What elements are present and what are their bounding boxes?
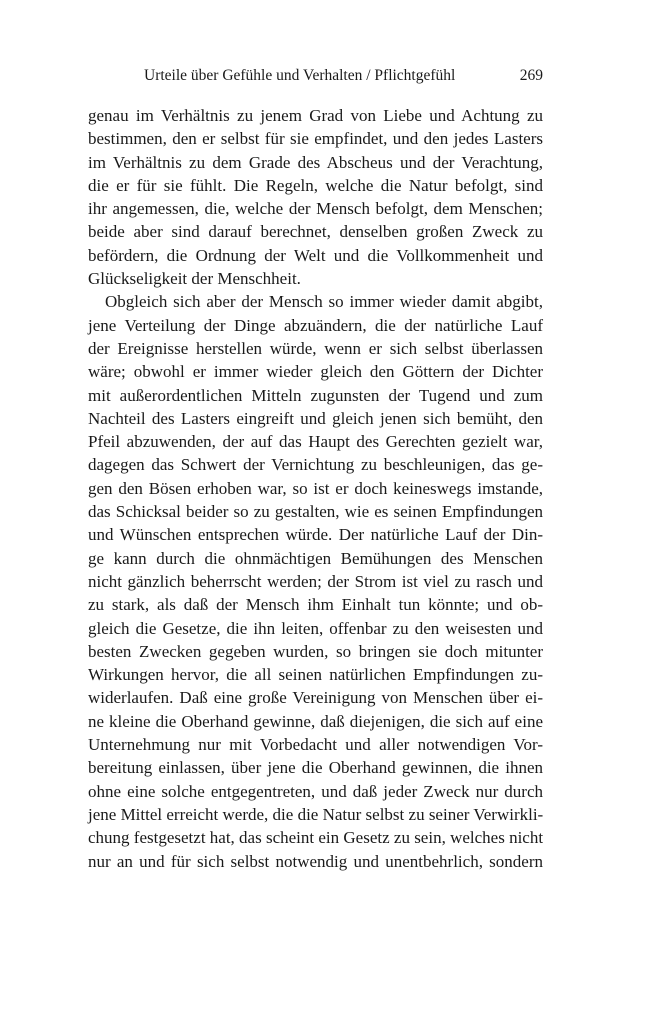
running-head xyxy=(88,64,543,88)
text-line: der Ereignisse herstellen würde, wenn er sich selbst überlassen xyxy=(88,338,543,358)
text-line: wäre; obwohl er immer wieder gleich den Göttern der Dichter xyxy=(88,362,543,382)
text-line: gen den Bösen erhoben war, so ist er doch keineswegs imstande, xyxy=(88,478,543,498)
text-line: mit außerordentlichen Mitteln zugunsten der Tugend und zum xyxy=(88,385,543,405)
text-line: ohne eine solche entgegentreten, und daß jeder Zweck nur durch xyxy=(88,781,543,801)
text-line: jene Verteilung der Dinge abzuändern, die der natürliche Lauf xyxy=(88,315,543,335)
text-line: Pfeil abzuwenden, der auf das Haupt des Gerechten gezielt war, xyxy=(88,432,543,452)
text-line: Unternehmung nur mit Vorbedacht und aller notwendigen Vor- xyxy=(88,735,543,755)
text-line: das Schicksal beider so zu gestalten, wie es seinen Empfindungen xyxy=(88,502,543,522)
text-line: Nachteil des Lasters eingreift und gleich jenen sich bemüht, den xyxy=(88,408,543,428)
text-line: nur an und für sich selbst notwendig und unentbehrlich, sondern xyxy=(88,851,543,871)
text-line: dagegen das Schwert der Vernichtung zu beschleunigen, das ge- xyxy=(88,455,543,475)
text-line: zu stark, als daß der Mensch ihm Einhalt tun könnte; und ob- xyxy=(88,595,543,615)
text-line: im Verhältnis zu dem Grade des Abscheus und der Verachtung, xyxy=(88,152,543,172)
text-line: ne kleine die Oberhand gewinne, daß diejenigen, die sich auf eine xyxy=(88,711,543,731)
text-line: ge kann durch die ohnmächtigen Bemühungen des Menschen xyxy=(88,548,543,568)
text-line: und Wünschen entsprechen würde. Der natürliche Lauf der Din- xyxy=(88,525,543,545)
text-line: die er für sie fühlt. Die Regeln, welche die Natur befolgt, sind xyxy=(88,175,543,195)
running-head-title: Urteile über Gefühle und Verhalten / Pflichtgefühl xyxy=(144,67,456,84)
text-line: Wirkungen hervor, die all seinen natürlichen Empfindungen zu- xyxy=(88,665,543,685)
text-line: befördern, die Ordnung der Welt und die Vollkommenheit und xyxy=(88,245,543,265)
text-line: besten Zwecken gegeben wurden, so bringen sie doch mitunter xyxy=(88,641,543,661)
text-line: ihr angemessen, die, welche der Mensch befolgt, dem Menschen; xyxy=(88,199,543,219)
text-line: Obgleich sich aber der Mensch so immer wieder damit abgibt, xyxy=(105,292,543,312)
text-line: widerlaufen. Daß eine große Vereinigung von Menschen über ei- xyxy=(88,688,543,708)
text-line: Glückseligkeit der Menschheit. xyxy=(88,269,301,289)
text-line: beide aber sind darauf berechnet, denselben großen Zweck zu xyxy=(88,222,543,242)
text-line: gleich die Gesetze, die ihn leiten, offenbar zu den weisesten und xyxy=(88,618,543,638)
text-line: bereitung einlassen, über jene die Oberhand gewinnen, die ihnen xyxy=(88,758,543,778)
text-line: nicht gänzlich beherrscht werden; der Strom ist viel zu rasch und xyxy=(88,571,543,591)
text-line: genau im Verhältnis zu jenem Grad von Liebe und Achtung zu xyxy=(88,106,543,125)
text-line: bestimmen, den er selbst für sie empfindet, und den jedes Lasters xyxy=(88,129,543,149)
paragraph xyxy=(88,290,543,872)
page-number: 269 xyxy=(519,67,543,84)
text-line: chung festgesetzt hat, das scheint ein Gesetz zu sein, welches nicht xyxy=(88,828,544,848)
body-text xyxy=(88,104,543,873)
text-line: jene Mittel erreicht werde, die die Natur selbst zu seiner Verwirkli- xyxy=(88,804,544,824)
paragraph xyxy=(88,104,543,290)
